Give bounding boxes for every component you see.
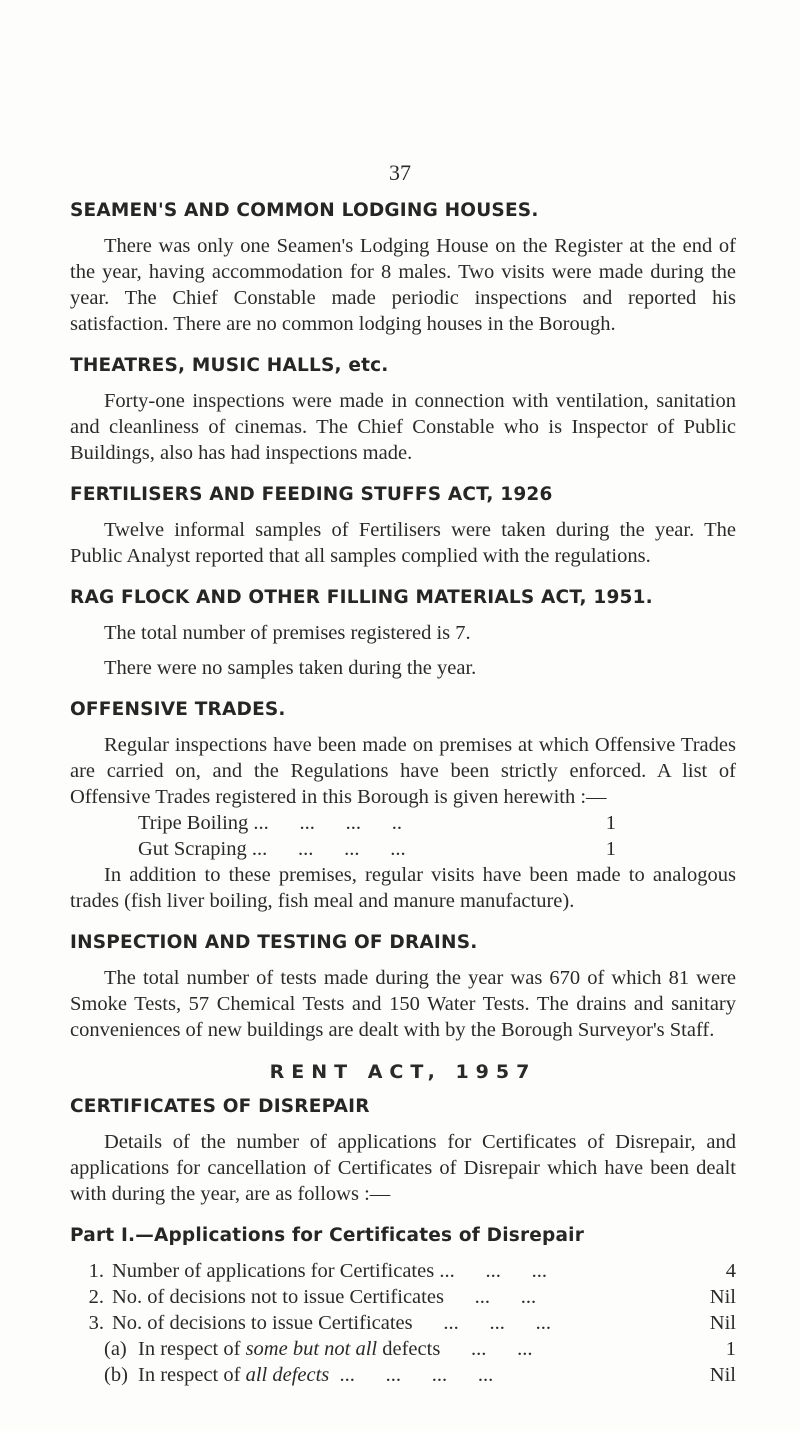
section-body: Twelve informal samples of Fertilisers were taken during the year. The Public Analyst reported that all samples complied with the regulations. (70, 519, 736, 567)
subitem-index: (a) (104, 1338, 127, 1360)
page-content (70, 198, 736, 1388)
part-heading: Part I.—Applications for Certificates of Disrepair (70, 1225, 585, 1246)
item-text: Number of applications for Certificates ... ... ... (112, 1260, 547, 1282)
section-line: The total number of premises registered is 7. (104, 622, 471, 644)
section-rent-act (70, 1059, 736, 1388)
list-item (70, 1310, 736, 1336)
section-heading: FERTILISERS AND FEEDING STUFFS ACT, 1926 (70, 484, 553, 505)
section-body: Regular inspections have been made on premises at which Offensive Trades are carried on, and the Regulations have been strictly enforced. A list of Offensive Trades registered in this Borough is given herewith :— (70, 734, 736, 808)
section-rag-flock (70, 585, 736, 681)
list-subitem (70, 1362, 736, 1388)
item-index: 3. (88, 1312, 104, 1334)
section-theatres (70, 353, 736, 466)
trade-count: 1 (605, 812, 616, 834)
section-heading: OFFENSIVE TRADES. (70, 699, 286, 720)
item-text: No. of decisions not to issue Certificates ... ... (112, 1286, 537, 1308)
trade-label: Gut Scraping ... ... ... ... (138, 838, 406, 860)
section-heading: RAG FLOCK AND OTHER FILLING MATERIALS ACT, 1951. (70, 587, 653, 608)
certificates-list (70, 1258, 736, 1388)
section-body: Forty-one inspections were made in connection with ventilation, sanitation and cleanliness of cinemas. The Chief Constable who is Inspector of Public Buildings, also has had inspections made. (70, 390, 736, 464)
section-drains (70, 930, 736, 1043)
section-heading: THEATRES, MUSIC HALLS, etc. (70, 355, 389, 376)
section-seamen (70, 198, 736, 337)
trades-list (70, 810, 736, 862)
section-heading: SEAMEN'S AND COMMON LODGING HOUSES. (70, 200, 539, 221)
list-item (70, 1258, 736, 1284)
trade-label: Tripe Boiling ... ... ... .. (138, 812, 403, 834)
item-value: 1 (725, 1338, 736, 1360)
section-body: There was only one Seamen's Lodging House on the Register at the end of the year, having accommodation for 8 males. Two visits were made during the year. The Chief Constable made periodic inspections and reported his satisfaction. There are no common lodging houses in the Borough. (70, 235, 736, 335)
item-index: 2. (88, 1286, 104, 1308)
list-item (138, 836, 616, 862)
item-value: 4 (725, 1260, 736, 1282)
item-value: Nil (709, 1364, 736, 1386)
subitem-index: (b) (104, 1364, 128, 1386)
list-subitem (70, 1336, 736, 1362)
page-number: 37 (389, 160, 411, 185)
list-item (138, 810, 616, 836)
section-body: Details of the number of applications for Certificates of Disrepair, and applications for cancellation of Certificates of Disrepair which have been dealt with during the year, are as follows :— (70, 1131, 736, 1205)
item-value: Nil (709, 1312, 736, 1334)
rent-act-title: RENT ACT, 1957 (269, 1061, 537, 1083)
subitem-text: In respect of all defects ... ... ... ... (138, 1364, 494, 1386)
section-body: In addition to these premises, regular visits have been made to analogous trades (fish liver boiling, fish meal and manure manufacture). (70, 864, 736, 912)
section-heading: CERTIFICATES OF DISREPAIR (70, 1096, 370, 1117)
subitem-text: In respect of some but not all defects ... ... (138, 1338, 533, 1360)
section-fertilisers (70, 482, 736, 569)
item-text: No. of decisions to issue Certificates ... ... ... (112, 1312, 551, 1334)
section-line: There were no samples taken during the year. (104, 657, 477, 679)
trade-count: 1 (605, 838, 616, 860)
list-item (70, 1284, 736, 1310)
item-index: 1. (88, 1260, 104, 1282)
item-value: Nil (709, 1286, 736, 1308)
section-heading: INSPECTION AND TESTING OF DRAINS. (70, 932, 478, 953)
section-offensive-trades (70, 697, 736, 914)
section-body: The total number of tests made during the year was 670 of which 81 were Smoke Tests, 57 Chemical Tests and 150 Water Tests. The drains and sanitary conveniences of new buildings are dealt with by the Borough Surveyor's Staff. (70, 967, 736, 1041)
